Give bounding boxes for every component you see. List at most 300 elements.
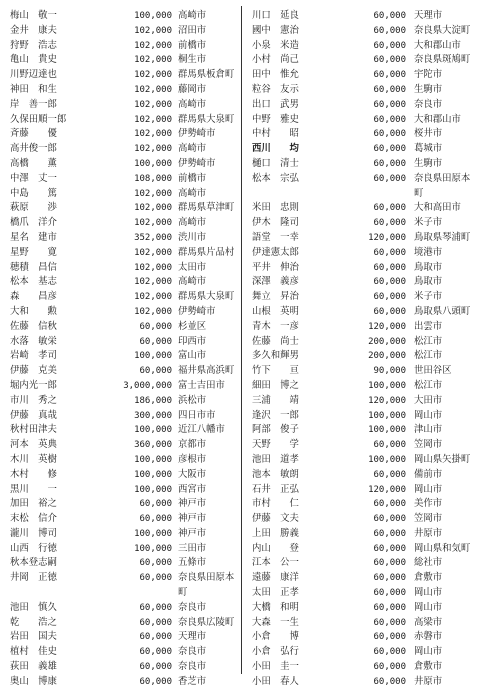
donor-row: [252, 290, 474, 305]
donor-row: [10, 305, 236, 320]
donation-amount: 120,000: [368, 484, 406, 495]
donor-location: 松江市: [414, 335, 443, 347]
donor-name: 佐藤 尚士: [252, 335, 299, 347]
donor-name: 森 昌彦: [10, 291, 57, 303]
donor-row: [252, 630, 474, 645]
donor-location: 富山市: [178, 350, 207, 362]
donor-name: 語堂 一幸: [252, 231, 299, 243]
donor-location: 大和郡山市: [414, 39, 461, 51]
donor-location: 近江八幡市: [178, 424, 225, 436]
donation-amount: 60,000: [373, 306, 406, 317]
donation-amount: 120,000: [368, 232, 406, 243]
donor-row: [10, 660, 236, 675]
donor-row: [10, 113, 236, 128]
donor-name: 堀内光一郎: [10, 379, 57, 391]
donor-location: 奈良県斑鳩町: [414, 54, 471, 66]
donor-location: 印西市: [178, 335, 207, 347]
donation-amount: 60,000: [373, 676, 406, 687]
donor-name: 植村 佳史: [10, 646, 57, 658]
donation-amount: 60,000: [373, 662, 406, 673]
donation-amount: 100,000: [134, 484, 172, 495]
donor-row: [10, 157, 236, 172]
donor-name: 岸 善一郎: [10, 98, 57, 110]
donation-amount: 102,000: [134, 114, 172, 125]
donation-amount: 60,000: [373, 617, 406, 628]
donation-amount: 60,000: [373, 11, 406, 21]
donor-name: 阿部 俊子: [252, 424, 299, 436]
donor-location: 生駒市: [414, 157, 443, 169]
donor-name: 伊藤 文夫: [252, 513, 299, 525]
donor-name: 高井俊一郎: [10, 143, 57, 155]
donor-location: 五條市: [178, 557, 207, 569]
donation-amount: 100,000: [368, 380, 406, 391]
donor-location: 岡山県和気町: [414, 542, 471, 554]
donation-amount: 108,000: [134, 173, 172, 184]
donor-location: 沼田市: [178, 24, 207, 36]
donor-row: [252, 24, 474, 39]
donor-name: 出口 武男: [252, 98, 299, 110]
donor-location: 高梁市: [414, 616, 443, 628]
donor-location: 京都市: [178, 439, 207, 451]
donor-location: 群馬県大泉町: [178, 113, 235, 125]
donor-name: 中村 昭: [252, 128, 299, 140]
donor-name: 狩野 浩志: [10, 39, 57, 51]
donor-row: [10, 24, 236, 39]
donation-amount: 60,000: [373, 543, 406, 554]
donation-amount: 60,000: [373, 70, 406, 81]
donor-location: 津山市: [414, 424, 443, 436]
donation-amount: 60,000: [373, 262, 406, 273]
donor-location: 太田市: [178, 261, 207, 273]
donor-row: [252, 98, 474, 113]
donor-location: 笠岡市: [414, 513, 443, 525]
donor-location: 奈良市: [178, 646, 207, 658]
donor-row: [252, 9, 474, 24]
donor-name: 大森 一生: [252, 616, 299, 628]
donor-row: [252, 335, 474, 350]
donor-location: 藤岡市: [178, 83, 207, 95]
donor-name: 川口 延良: [252, 10, 299, 21]
donation-amount: 60,000: [373, 602, 406, 613]
donor-name: 岩崎 孝司: [10, 350, 57, 362]
donor-row: [252, 364, 474, 379]
donation-amount: 60,000: [139, 499, 172, 510]
donor-name: 大橋 和明: [252, 601, 299, 613]
donor-name: 水落 敏栄: [10, 335, 57, 347]
donation-amount: 100,000: [134, 454, 172, 465]
donation-amount: 60,000: [373, 499, 406, 510]
donation-amount: 102,000: [134, 306, 172, 317]
donation-amount: 100,000: [134, 528, 172, 539]
donation-amount: 300,000: [134, 410, 172, 421]
donor-row: [10, 290, 236, 305]
donor-location: 奈良県田原本: [178, 572, 235, 584]
donor-name: 乾 浩之: [10, 616, 57, 628]
donor-name: 松本 宗弘: [252, 172, 299, 184]
donor-row: [252, 113, 474, 128]
donor-location: 米子市: [414, 217, 443, 229]
donor-location: 浜松市: [178, 394, 207, 406]
donor-row: [252, 616, 474, 631]
donor-row: [252, 142, 474, 157]
donor-row: [10, 468, 236, 483]
donor-row: [10, 187, 236, 202]
donation-amount: 60,000: [139, 366, 172, 377]
donor-row: [252, 675, 474, 690]
donor-row: [10, 556, 236, 571]
donor-location: 群馬県板倉町: [178, 69, 235, 81]
donation-amount: 100,000: [368, 425, 406, 436]
donor-location: 大和高田市: [414, 202, 461, 214]
donor-location: 桜井市: [414, 128, 443, 140]
donor-name: 深澤 義彦: [252, 276, 299, 288]
donor-row: [10, 201, 236, 216]
donor-name: 黒川 一: [10, 483, 57, 495]
donor-name: 加田 裕之: [10, 498, 57, 510]
donor-name: 伊藤 真哉: [10, 409, 57, 421]
donation-amount: 60,000: [373, 632, 406, 643]
donation-amount: 100,000: [368, 410, 406, 421]
donor-location: 群馬県片品村: [178, 246, 235, 258]
donor-row: [10, 571, 236, 586]
donor-row: [252, 379, 474, 394]
donor-location: 天理市: [178, 631, 207, 643]
donor-name: 荻田 義雄: [10, 661, 57, 673]
donor-row: [252, 53, 474, 68]
donor-name: 川野辺達也: [10, 69, 57, 81]
donor-row: [10, 453, 236, 468]
donor-location: 松江市: [414, 350, 443, 362]
donor-row: [252, 246, 474, 261]
donation-amount: 60,000: [139, 647, 172, 658]
donor-location: 高崎市: [178, 10, 207, 21]
donor-location: 群馬県草津町: [178, 202, 235, 214]
donor-name: 小倉 博: [252, 631, 299, 643]
donor-name: 岩田 国夫: [10, 631, 57, 643]
donation-amount: 60,000: [139, 514, 172, 525]
donor-location: 鳥取県八頭町: [414, 305, 471, 317]
donor-row: [252, 497, 474, 512]
donor-name: 伊藤 克美: [10, 365, 57, 377]
donor-row: [10, 483, 236, 498]
donor-name: 末松 信介: [10, 513, 57, 525]
donor-name: 金井 康夫: [10, 24, 57, 36]
donor-location: 赤磐市: [414, 631, 443, 643]
donor-location-continued: [10, 586, 236, 601]
donor-location: 備前市: [414, 468, 443, 480]
donation-amount: 60,000: [373, 647, 406, 658]
donation-amount: 60,000: [139, 573, 172, 584]
donor-row: [252, 542, 474, 557]
donor-location: 岡山市: [414, 587, 443, 599]
donation-amount: 102,000: [134, 218, 172, 229]
donation-amount: 60,000: [139, 336, 172, 347]
donor-name: 多久和輝男: [252, 350, 299, 362]
donation-amount: 90,000: [373, 366, 406, 377]
donor-name: 井岡 正徳: [10, 572, 57, 584]
donation-amount: 60,000: [373, 247, 406, 258]
donor-location: 高崎市: [178, 143, 207, 155]
donor-location: 井原市: [414, 675, 443, 687]
donation-amount: 60,000: [373, 84, 406, 95]
donation-amount: 102,000: [134, 99, 172, 110]
donor-location: 神戸市: [178, 513, 207, 525]
donation-amount: 60,000: [139, 617, 172, 628]
donor-location: 鳥取県琴浦町: [414, 231, 471, 243]
donation-amount: 60,000: [373, 99, 406, 110]
donor-name: 平井 伸治: [252, 261, 299, 273]
donor-location: 伊勢崎市: [178, 305, 216, 317]
donor-location: 倉敷市: [414, 572, 443, 584]
donation-amount: 60,000: [373, 173, 406, 184]
donor-name: 三浦 靖: [252, 394, 299, 406]
donation-amount: 60,000: [373, 469, 406, 480]
donor-name: 内山 登: [252, 542, 299, 554]
donor-name: 舞立 昇治: [252, 291, 299, 303]
donor-row: [10, 275, 236, 290]
donation-amount: 100,000: [134, 351, 172, 362]
donor-row: [10, 394, 236, 409]
donation-amount: 60,000: [373, 40, 406, 51]
donor-name: 池田 慎久: [10, 601, 57, 613]
donor-row: [252, 83, 474, 98]
donor-name: 市川 秀之: [10, 394, 57, 406]
donation-amount: 102,000: [134, 277, 172, 288]
donor-row: [252, 468, 474, 483]
donor-row: [252, 216, 474, 231]
donor-location: 群馬県大泉町: [178, 291, 235, 303]
donor-row: [10, 320, 236, 335]
donation-amount: 102,000: [134, 129, 172, 140]
donor-row: [252, 483, 474, 498]
donor-row: [10, 423, 236, 438]
donor-name: 斉藤 優: [10, 128, 57, 140]
donor-row: [10, 39, 236, 54]
donor-name: 國中 憲治: [252, 24, 299, 36]
donor-name: 神田 和生: [10, 83, 57, 95]
donor-name: 小泉 米造: [252, 39, 299, 51]
donor-name: 竹下 亘: [252, 365, 299, 377]
donor-row: [10, 645, 236, 660]
donation-amount: 60,000: [139, 558, 172, 569]
donor-name: 池田 道孝: [252, 453, 299, 465]
donor-name: 小村 尚己: [252, 54, 299, 66]
donor-row: [252, 512, 474, 527]
donor-row: [10, 675, 236, 690]
donation-amount: 102,000: [134, 247, 172, 258]
donor-name: 佐藤 信秋: [10, 320, 57, 332]
donor-name: 粒谷 友示: [252, 83, 299, 95]
donation-amount: 60,000: [139, 676, 172, 687]
donor-name: 伊木 隆司: [252, 217, 299, 229]
donation-amount: 60,000: [373, 514, 406, 525]
donor-name: 奥山 博康: [10, 675, 57, 687]
donor-name: 細田 博之: [252, 379, 299, 391]
donor-name: 瀧川 博司: [10, 527, 57, 539]
donation-amount: 352,000: [134, 232, 172, 243]
donation-amount: 60,000: [373, 218, 406, 229]
donor-name: 米田 忠則: [252, 202, 299, 214]
donor-row: [252, 601, 474, 616]
donor-location: 出雲市: [414, 320, 443, 332]
donor-row: [252, 571, 474, 586]
donor-location: 岡山県矢掛町: [414, 453, 471, 465]
donor-location: 倉敷市: [414, 661, 443, 673]
donor-location: 奈良市: [178, 601, 207, 613]
donation-amount: 100,000: [134, 469, 172, 480]
donation-amount: 102,000: [134, 262, 172, 273]
donor-location: 神戸市: [178, 527, 207, 539]
donor-location: 鳥取市: [414, 261, 443, 273]
donor-location: 岡山市: [414, 646, 443, 658]
donor-row: [252, 409, 474, 424]
donation-amount: 100,000: [134, 543, 172, 554]
donation-amount: 100,000: [134, 11, 172, 21]
donor-name: 江本 公一: [252, 557, 299, 569]
donation-amount: 60,000: [373, 114, 406, 125]
donor-row: [252, 127, 474, 142]
donor-name: 石井 正弘: [252, 483, 299, 495]
donor-location: 宇陀市: [414, 69, 443, 81]
donation-amount: 102,000: [134, 203, 172, 214]
donor-name: 中島 篤: [10, 187, 57, 199]
donor-row: [252, 39, 474, 54]
donor-name: 秋本登志嗣: [10, 557, 57, 569]
donor-location: 富士吉田市: [178, 379, 225, 391]
donor-row: [252, 261, 474, 276]
donor-location: 大阪市: [178, 468, 207, 480]
donor-name: 逢沢 一郎: [252, 409, 299, 421]
donor-location: 福井県高浜町: [178, 365, 235, 377]
donor-location: 生駒市: [414, 83, 443, 95]
donor-row: [252, 320, 474, 335]
donor-name: 青木 一彦: [252, 320, 299, 332]
donor-row: [252, 157, 474, 172]
donor-location: 彦根市: [178, 453, 207, 465]
donor-name: 橋爪 洋介: [10, 217, 57, 229]
donor-name: 池本 敏朗: [252, 468, 299, 480]
donor-name: 天野 学: [252, 439, 299, 451]
donor-name: 穂積 昌信: [10, 261, 57, 273]
donor-row: [252, 438, 474, 453]
donor-location: 高崎市: [178, 187, 207, 199]
donor-row: [252, 527, 474, 542]
donation-amount: 102,000: [134, 292, 172, 303]
donation-amount: 60,000: [373, 144, 406, 155]
donation-amount: 60,000: [373, 129, 406, 140]
donation-amount: 102,000: [134, 84, 172, 95]
donor-row: [10, 231, 236, 246]
donation-amount: 60,000: [139, 662, 172, 673]
donor-name: 上田 勝義: [252, 527, 299, 539]
donor-location: 前橋市: [178, 172, 207, 184]
donor-location: 奈良県大淀町: [414, 24, 471, 36]
donor-name: 市村 仁: [252, 498, 299, 510]
donor-row: [10, 98, 236, 113]
location-wrap-text: 町: [414, 187, 424, 199]
donor-row: [252, 201, 474, 216]
donation-amount: 120,000: [368, 321, 406, 332]
donor-location: 岡山市: [414, 409, 443, 421]
donor-name: 小倉 弘行: [252, 646, 299, 658]
donor-row: [252, 68, 474, 83]
donor-location: 総社市: [414, 557, 443, 569]
donor-name: 伊達憲太郎: [252, 246, 299, 258]
donation-amount: 360,000: [134, 440, 172, 451]
donor-row: [252, 275, 474, 290]
donation-amount: 60,000: [373, 558, 406, 569]
donor-row: [10, 364, 236, 379]
donor-location: 鳥取市: [414, 276, 443, 288]
donation-amount: 100,000: [368, 454, 406, 465]
donation-amount: 60,000: [373, 277, 406, 288]
donor-row: [252, 660, 474, 675]
donor-row: [10, 172, 236, 187]
donor-location: 世田谷区: [414, 365, 452, 377]
donor-row: [10, 349, 236, 364]
donor-name: 太田 正孝: [252, 587, 299, 599]
donor-location: 三田市: [178, 542, 207, 554]
donor-row: [10, 616, 236, 631]
donor-location: 西宮市: [178, 483, 207, 495]
donor-row: [252, 394, 474, 409]
donor-row: [252, 453, 474, 468]
donor-row: [10, 142, 236, 157]
donation-amount: 60,000: [139, 602, 172, 613]
donor-row: [10, 216, 236, 231]
donation-amount: 60,000: [373, 203, 406, 214]
donor-row: [10, 9, 236, 24]
donation-amount: 102,000: [134, 70, 172, 81]
donor-name: 遠藤 康洋: [252, 572, 299, 584]
donor-location-continued: [252, 187, 474, 202]
donor-name: 樋口 清士: [252, 157, 299, 169]
donation-amount: 60,000: [373, 55, 406, 66]
donation-amount: 200,000: [368, 351, 406, 362]
left-column: [10, 9, 236, 690]
donor-row: [10, 246, 236, 261]
donor-name: 松本 基志: [10, 276, 57, 288]
donor-location: 境港市: [414, 246, 443, 258]
donor-location: 奈良県田原本: [414, 172, 471, 184]
donor-location: 葛城市: [414, 143, 443, 155]
donor-location: 伊勢崎市: [178, 157, 216, 169]
donor-location: 天理市: [414, 10, 443, 21]
donor-name: 星野 寛: [10, 246, 57, 258]
donor-location: 大田市: [414, 394, 443, 406]
donor-name: 秋村田津夫: [10, 424, 57, 436]
donor-name: 萩原 渉: [10, 202, 57, 214]
donor-location: 奈良市: [178, 661, 207, 673]
donation-amount: 102,000: [134, 40, 172, 51]
donation-amount: 100,000: [134, 158, 172, 169]
donor-row: [10, 527, 236, 542]
donor-location: 岡山市: [414, 601, 443, 613]
donor-location: 高崎市: [178, 276, 207, 288]
donor-location: 桐生市: [178, 54, 207, 66]
donor-row: [252, 586, 474, 601]
donor-location: 香芝市: [178, 675, 207, 687]
donor-location: 高崎市: [178, 98, 207, 110]
donor-name: 小田 春人: [252, 675, 299, 687]
donor-row: [10, 83, 236, 98]
donor-location: 高崎市: [178, 217, 207, 229]
donor-name: 木川 英樹: [10, 453, 57, 465]
donor-row: [10, 335, 236, 350]
donor-row: [252, 423, 474, 438]
donation-amount: 60,000: [373, 292, 406, 303]
right-column: [252, 9, 474, 690]
